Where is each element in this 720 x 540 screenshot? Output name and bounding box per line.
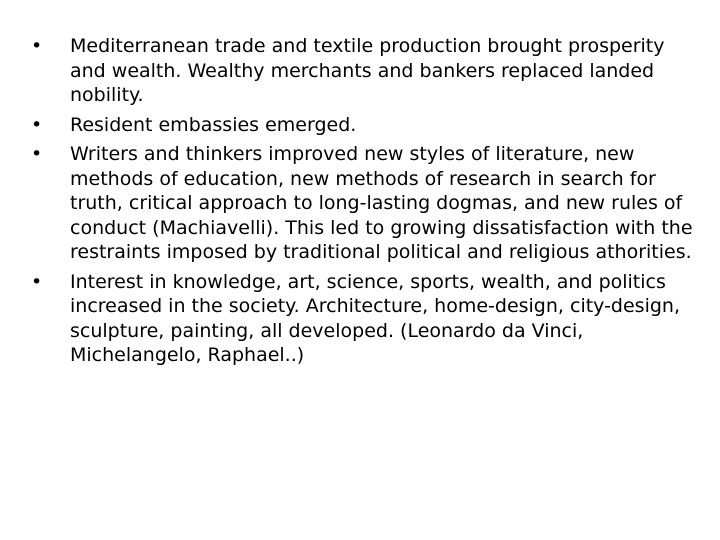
bullet-text: Interest in knowledge, art, science, sports, wealth, and politics increased in the society. Architecture, home-design, city-design, sculpture, painting, all developed. (Leonardo da Vinci, Michelangelo, Raphael..) xyxy=(70,270,681,366)
bullet-item-embassies xyxy=(28,113,698,138)
bullet-point-icon: • xyxy=(31,143,43,165)
bullet-item-trade xyxy=(28,34,698,108)
bullet-text: Writers and thinkers improved new styles of literature, new methods of education, new methods of research in search for truth, critical approach to long-lasting dogmas, and new rules of conduct (Machiavelli). This led to growing dissatisfaction with the restraints imposed by traditional political and religious athorities. xyxy=(70,143,693,263)
bullet-list xyxy=(28,34,698,373)
bullet-text: Resident embassies emerged. xyxy=(70,113,357,136)
bullet-point-icon: • xyxy=(31,113,43,136)
bullet-item-writers xyxy=(28,142,698,265)
bullet-point-icon: • xyxy=(31,270,43,293)
bullet-text: Mediterranean trade and textile production brought prosperity and wealth. Wealthy merchants and bankers replaced landed nobility. xyxy=(70,35,665,106)
bullet-point-icon: • xyxy=(31,35,43,57)
bullet-item-knowledge xyxy=(28,270,698,368)
